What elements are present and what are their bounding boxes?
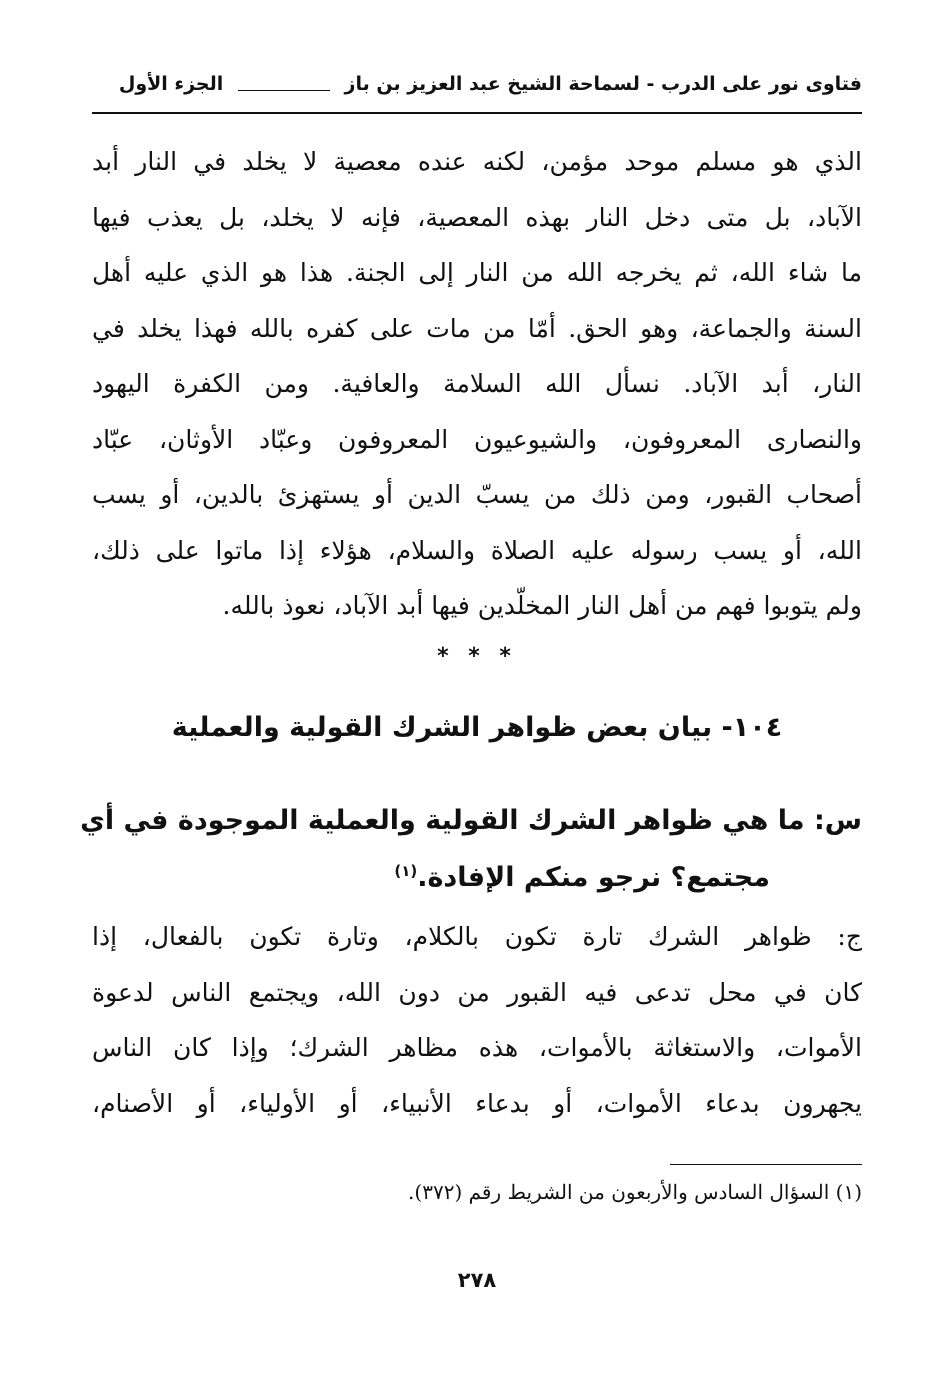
- header-divider: [92, 112, 862, 114]
- text-line: يجهرون بدعاء الأموات، أو بدعاء الأنبياء، أو الأولياء، أو الأصنام،: [92, 1088, 862, 1118]
- text-line: ج: ظواهر الشرك تارة تكون بالكلام، وتارة تكون بالفعال، إذا: [92, 922, 862, 951]
- book-title: فتاوى نور على الدرب - لسماحة الشيخ عبد العزيز بن باز: [344, 72, 862, 95]
- text-line: ولم يتوبوا فهم من أهل النار المخلّدين فيها أبد الآباد، نعوذ بالله.: [222, 591, 862, 620]
- text-line: الذي هو مسلم موحد مؤمن، لكنه عنده معصية لا يخلد في النار أبد: [92, 147, 862, 176]
- header-dash-rule: [238, 76, 330, 91]
- footnote-divider: [670, 1164, 862, 1165]
- text-line: والنصارى المعروفون، والشيوعيون المعروفون وعبّاد الأوثان، عبّاد: [92, 424, 862, 454]
- text-line: ما شاء الله، ثم يخرجه الله من النار إلى الجنة. هذا هو الذي عليه أهل: [92, 258, 862, 287]
- body-paragraph: [92, 134, 862, 634]
- footnote-marker: (١): [394, 862, 418, 880]
- question-line-2: [92, 846, 862, 903]
- answer-paragraph: [92, 909, 862, 1131]
- footnote: (١) السؤال السادس والأربعون من الشريط رقم (٣٧٢).: [408, 1180, 862, 1204]
- text-line: أصحاب القبور، ومن ذلك من يسبّ الدين أو يستهزئ بالدين، أو يسب: [92, 480, 862, 509]
- question-block: [80, 796, 862, 903]
- section-separator: * * *: [437, 644, 517, 669]
- running-header: [92, 72, 862, 106]
- question-line: س: ما هي ظواهر الشرك القولية والعملية الموجودة في أي: [80, 805, 862, 836]
- section-heading: ١٠٤- بيان بعض ظواهر الشرك القولية والعملية: [171, 712, 783, 743]
- text-line: السنة والجماعة، وهو الحق. أمّا من مات على كفره بالله فهذا يخلد في: [92, 313, 862, 343]
- volume-label: الجزء الأول: [118, 72, 224, 95]
- text-line: الأموات، والاستغاثة بالأموات، هذه مظاهر الشرك؛ وإذا كان الناس: [92, 1033, 862, 1062]
- page-number: ٢٧٨: [457, 1268, 497, 1292]
- text-line: الآباد، بل متى دخل النار بهذه المعصية، فإنه لا يخلد، بل يعذب فيها: [92, 202, 862, 232]
- text-line: النار، أبد الآباد. نسأل الله السلامة والعافية. ومن الكفرة اليهود: [92, 369, 862, 398]
- text-line: كان في محل تدعى فيه القبور من دون الله، ويجتمع الناس لدعوة: [92, 977, 862, 1007]
- text-line: الله، أو يسب رسوله عليه الصلاة والسلام، هؤلاء إذا ماتوا على ذلك،: [92, 535, 862, 565]
- question-text: مجتمع؟ نرجو منكم الإفادة.: [417, 862, 770, 893]
